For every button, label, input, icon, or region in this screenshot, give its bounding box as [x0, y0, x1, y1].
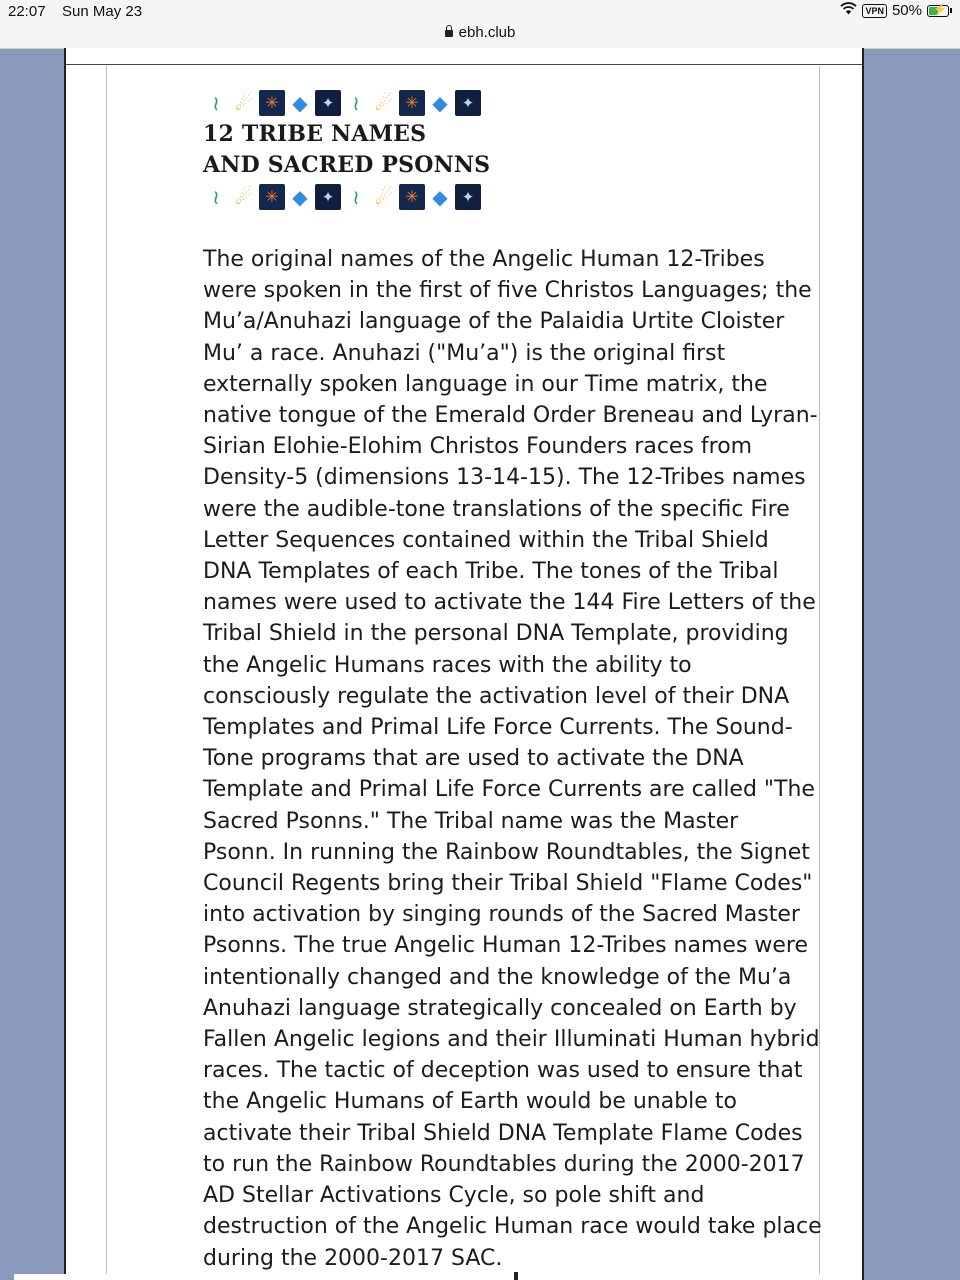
article-line: were the audible-tone translations of the specific Fire: [203, 496, 790, 522]
emoji-divider-bottom: [203, 184, 481, 210]
sparkle-icon: ✦: [455, 90, 481, 116]
firework-icon: ✳: [259, 184, 285, 210]
article-line: Templates and Primal Life Force Currents. The Sound-: [203, 715, 793, 741]
comet-icon: ☄: [235, 185, 253, 209]
article-line: The original names of the Angelic Human 12-Tribes: [203, 247, 765, 272]
article-line: into activation by singing rounds of the Sacred Master: [203, 902, 800, 928]
article-line: Psonns. The true Angelic Human 12-Tribes names were: [203, 933, 809, 959]
firework-icon: ✳: [399, 184, 425, 210]
page-divider: [66, 64, 862, 65]
sparkle-icon: ✦: [455, 184, 481, 210]
article-line: AD Stellar Activations Cycle, so pole shift and: [203, 1183, 705, 1209]
article-line: were spoken in the first of five Christos Languages; the: [203, 278, 812, 304]
dna-icon: ≀: [352, 185, 360, 209]
status-time: 22:07: [8, 3, 46, 20]
vpn-badge: VPN: [862, 4, 887, 18]
article-line: Sacred Psonns." The Tribal name was the Master: [203, 808, 739, 834]
article-line: Tone programs that are used to activate the DNA: [203, 746, 744, 772]
sparkle-icon: ✦: [315, 90, 341, 116]
gem-icon: ◆: [432, 185, 448, 209]
article-line: Letter Sequences contained within the Tribal Shield: [203, 527, 769, 553]
article-line: Council Regents bring their Tribal Shield "Flame Codes": [203, 871, 813, 897]
article-line: Sirian Elohie-Elohim Christos Founders races from: [203, 434, 753, 460]
article-line: destruction of the Angelic Human race would take place: [203, 1214, 822, 1240]
url-text: ebh.club: [458, 24, 516, 41]
emoji-divider-top: [203, 90, 481, 116]
article-line: to run the Rainbow Roundtables during the 2000-2017: [203, 1151, 805, 1177]
bottom-strip: [14, 1274, 514, 1280]
article-line: DNA Templates of each Tribe. The tones of the Tribal: [203, 559, 779, 585]
battery-tip-icon: [950, 8, 952, 13]
article-line: activate their Tribal Shield DNA Template Flame Codes: [203, 1120, 803, 1146]
comet-icon: ☄: [375, 91, 393, 115]
article-heading-line1: 12 TRIBE NAMES: [203, 121, 427, 147]
article-line: during the 2000-2017 SAC.: [203, 1245, 503, 1271]
article-line: Density-5 (dimensions 13-14-15). The 12-Tribes names: [203, 465, 806, 491]
battery-icon: ⚡: [927, 5, 949, 17]
battery-percent: 50%: [891, 2, 922, 19]
article-heading-line2: AND SACRED PSONNS: [203, 152, 491, 178]
article-line: races. The tactic of deception was used to ensure that: [203, 1058, 803, 1084]
article-body: [203, 244, 822, 1274]
article-line: Fallen Angelic legions and their Illuminati Human hybrid: [203, 1027, 820, 1053]
gem-icon: ◆: [292, 185, 308, 209]
article-line: consciously regulate the activation level of their DNA: [203, 683, 790, 709]
address-bar[interactable]: [0, 24, 960, 41]
firework-icon: ✳: [259, 90, 285, 116]
article-line: Anuhazi language strategically concealed on Earth by: [203, 995, 797, 1021]
article-line: names were used to activate the 144 Fire Letters of the: [203, 590, 816, 616]
dna-icon: ≀: [212, 91, 220, 115]
firework-icon: ✳: [399, 90, 425, 116]
article-line: Mu’ a race. Anuhazi ("Mu’a") is the original first: [203, 340, 726, 366]
dna-icon: ≀: [352, 91, 360, 115]
gem-icon: ◆: [432, 91, 448, 115]
article-line: Tribal Shield in the personal DNA Template, providing: [203, 621, 789, 647]
article-line: the Angelic Humans of Earth would be unable to: [203, 1089, 737, 1115]
article-line: Template and Primal Life Force Currents are called "The: [203, 777, 815, 803]
gem-icon: ◆: [292, 91, 308, 115]
comet-icon: ☄: [375, 185, 393, 209]
status-bar: [0, 0, 960, 49]
article-line: the Angelic Humans races with the ability to: [203, 652, 692, 678]
article-line: Mu’a/Anuhazi language of the Palaidia Urtite Cloister: [203, 309, 785, 335]
article-line: intentionally changed and the knowledge of the Mu’a: [203, 964, 792, 990]
dna-icon: ≀: [212, 185, 220, 209]
bottom-mark: [514, 1272, 518, 1280]
sparkle-icon: ✦: [315, 184, 341, 210]
comet-icon: ☄: [235, 91, 253, 115]
article-line: externally spoken language in our Time matrix, the: [203, 371, 768, 397]
article-line: native tongue of the Emerald Order Breneau and Lyran-: [203, 403, 818, 429]
status-date: Sun May 23: [62, 3, 143, 20]
status-indicators: [840, 2, 952, 19]
article-line: Psonn. In running the Rainbow Roundtables, the Signet: [203, 839, 810, 865]
lock-icon: [445, 30, 453, 37]
wifi-icon: [840, 2, 857, 19]
